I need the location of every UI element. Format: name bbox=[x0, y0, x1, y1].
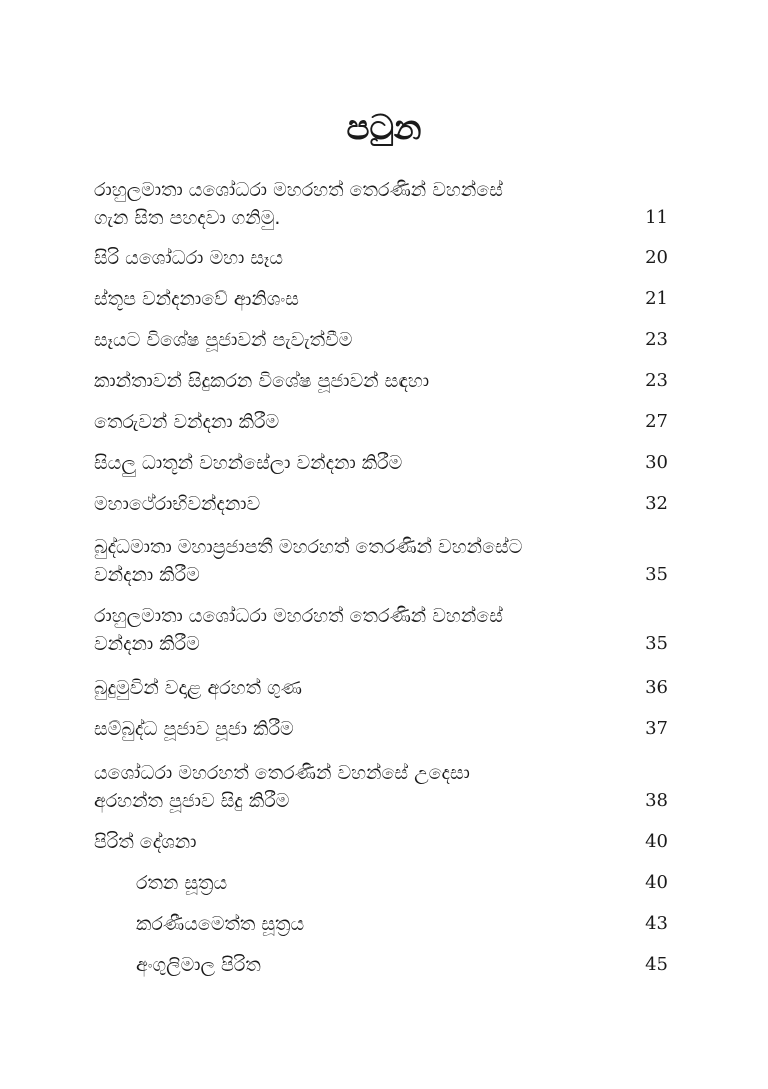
toc-subentry-title: රතන සූත්‍රය bbox=[136, 872, 228, 894]
toc-entry-title: රාහුලමාතා යශෝධරා මහරහත් තෙරණින් වහන්සේ bbox=[94, 605, 503, 627]
toc-entry-page: 35 bbox=[645, 564, 668, 585]
toc-entry-page: 43 bbox=[645, 913, 668, 934]
toc-entry-title: සම්බුද්ධ පූජාව පූජා කිරීම bbox=[94, 718, 294, 740]
toc-entry-title: සෑයට විශේෂ පූජාවන් පැවැත්වීම bbox=[94, 329, 353, 351]
toc-subentry-title: අංගුලිමාල පිරිත bbox=[136, 954, 261, 976]
toc-entry-title: පිරිත් දේශනා bbox=[94, 831, 197, 853]
toc-entry-page: 11 bbox=[645, 207, 668, 228]
toc-entry-title: බුදුමුවින් වදාළ අරහත් ගුණ bbox=[94, 677, 302, 699]
toc-entry-title: සිරි යශෝධරා මහා සෑය bbox=[94, 247, 283, 269]
toc-entry-page: 36 bbox=[645, 677, 668, 698]
toc-entry-page: 23 bbox=[645, 370, 668, 391]
toc-entry-page: 45 bbox=[645, 954, 668, 975]
toc-entry-page: 35 bbox=[645, 633, 668, 654]
toc-subentry-title: කරණීයමෙත්ත සූත්‍රය bbox=[136, 913, 305, 935]
toc-entry-page: 38 bbox=[645, 790, 668, 811]
toc-entry-page: 20 bbox=[645, 247, 668, 268]
toc-entry-page: 23 bbox=[645, 329, 668, 350]
toc-entry-title: සියලු ධාතූන් වහන්සේලා වන්දනා කිරීම bbox=[94, 452, 403, 474]
toc-entry-title: රාහුලමාතා යශෝධරා මහරහත් තෙරණින් වහන්සේ bbox=[94, 179, 503, 201]
toc-entry-page: 37 bbox=[645, 718, 668, 739]
toc-entry-title-cont: ගැන සිත පහදවා ගනිමු. bbox=[94, 207, 281, 229]
toc-entry-page: 27 bbox=[645, 411, 668, 432]
toc-entry-title: මහාථේරාභිවන්දනාව bbox=[94, 493, 261, 515]
page-title: පටුන bbox=[346, 108, 422, 148]
toc-entry-page: 21 bbox=[645, 288, 668, 309]
toc-entry-title: තෙරුවන් වන්දනා කිරීම bbox=[94, 411, 280, 433]
toc-entry-title: ස්තූප වන්දනාවේ ආනිශංස bbox=[94, 288, 299, 310]
toc-entry-title-cont: අරහන්ත පූජාව සිදු කිරීම bbox=[94, 790, 290, 812]
toc-entry-title: යශෝධරා මහරහත් තෙරණින් වහන්සේ උදෙසා bbox=[94, 762, 470, 784]
toc-entry-page: 30 bbox=[645, 452, 668, 473]
toc-entry-page: 40 bbox=[645, 831, 668, 852]
toc-entry-page: 40 bbox=[645, 872, 668, 893]
toc-entry-page: 32 bbox=[645, 493, 668, 514]
toc-entry-title-cont: වන්දනා කිරීම bbox=[94, 633, 200, 655]
toc-entry-title: කාන්තාවන් සිදුකරන විශේෂ පූජාවන් සඳහා bbox=[94, 370, 430, 392]
toc-entry-title-cont: වන්දනා කිරීම bbox=[94, 564, 200, 586]
toc-entry-title: බුද්ධමාතා මහාප්‍රජාපතී මහරහත් තෙරණින් වහන්සේට bbox=[94, 536, 523, 558]
